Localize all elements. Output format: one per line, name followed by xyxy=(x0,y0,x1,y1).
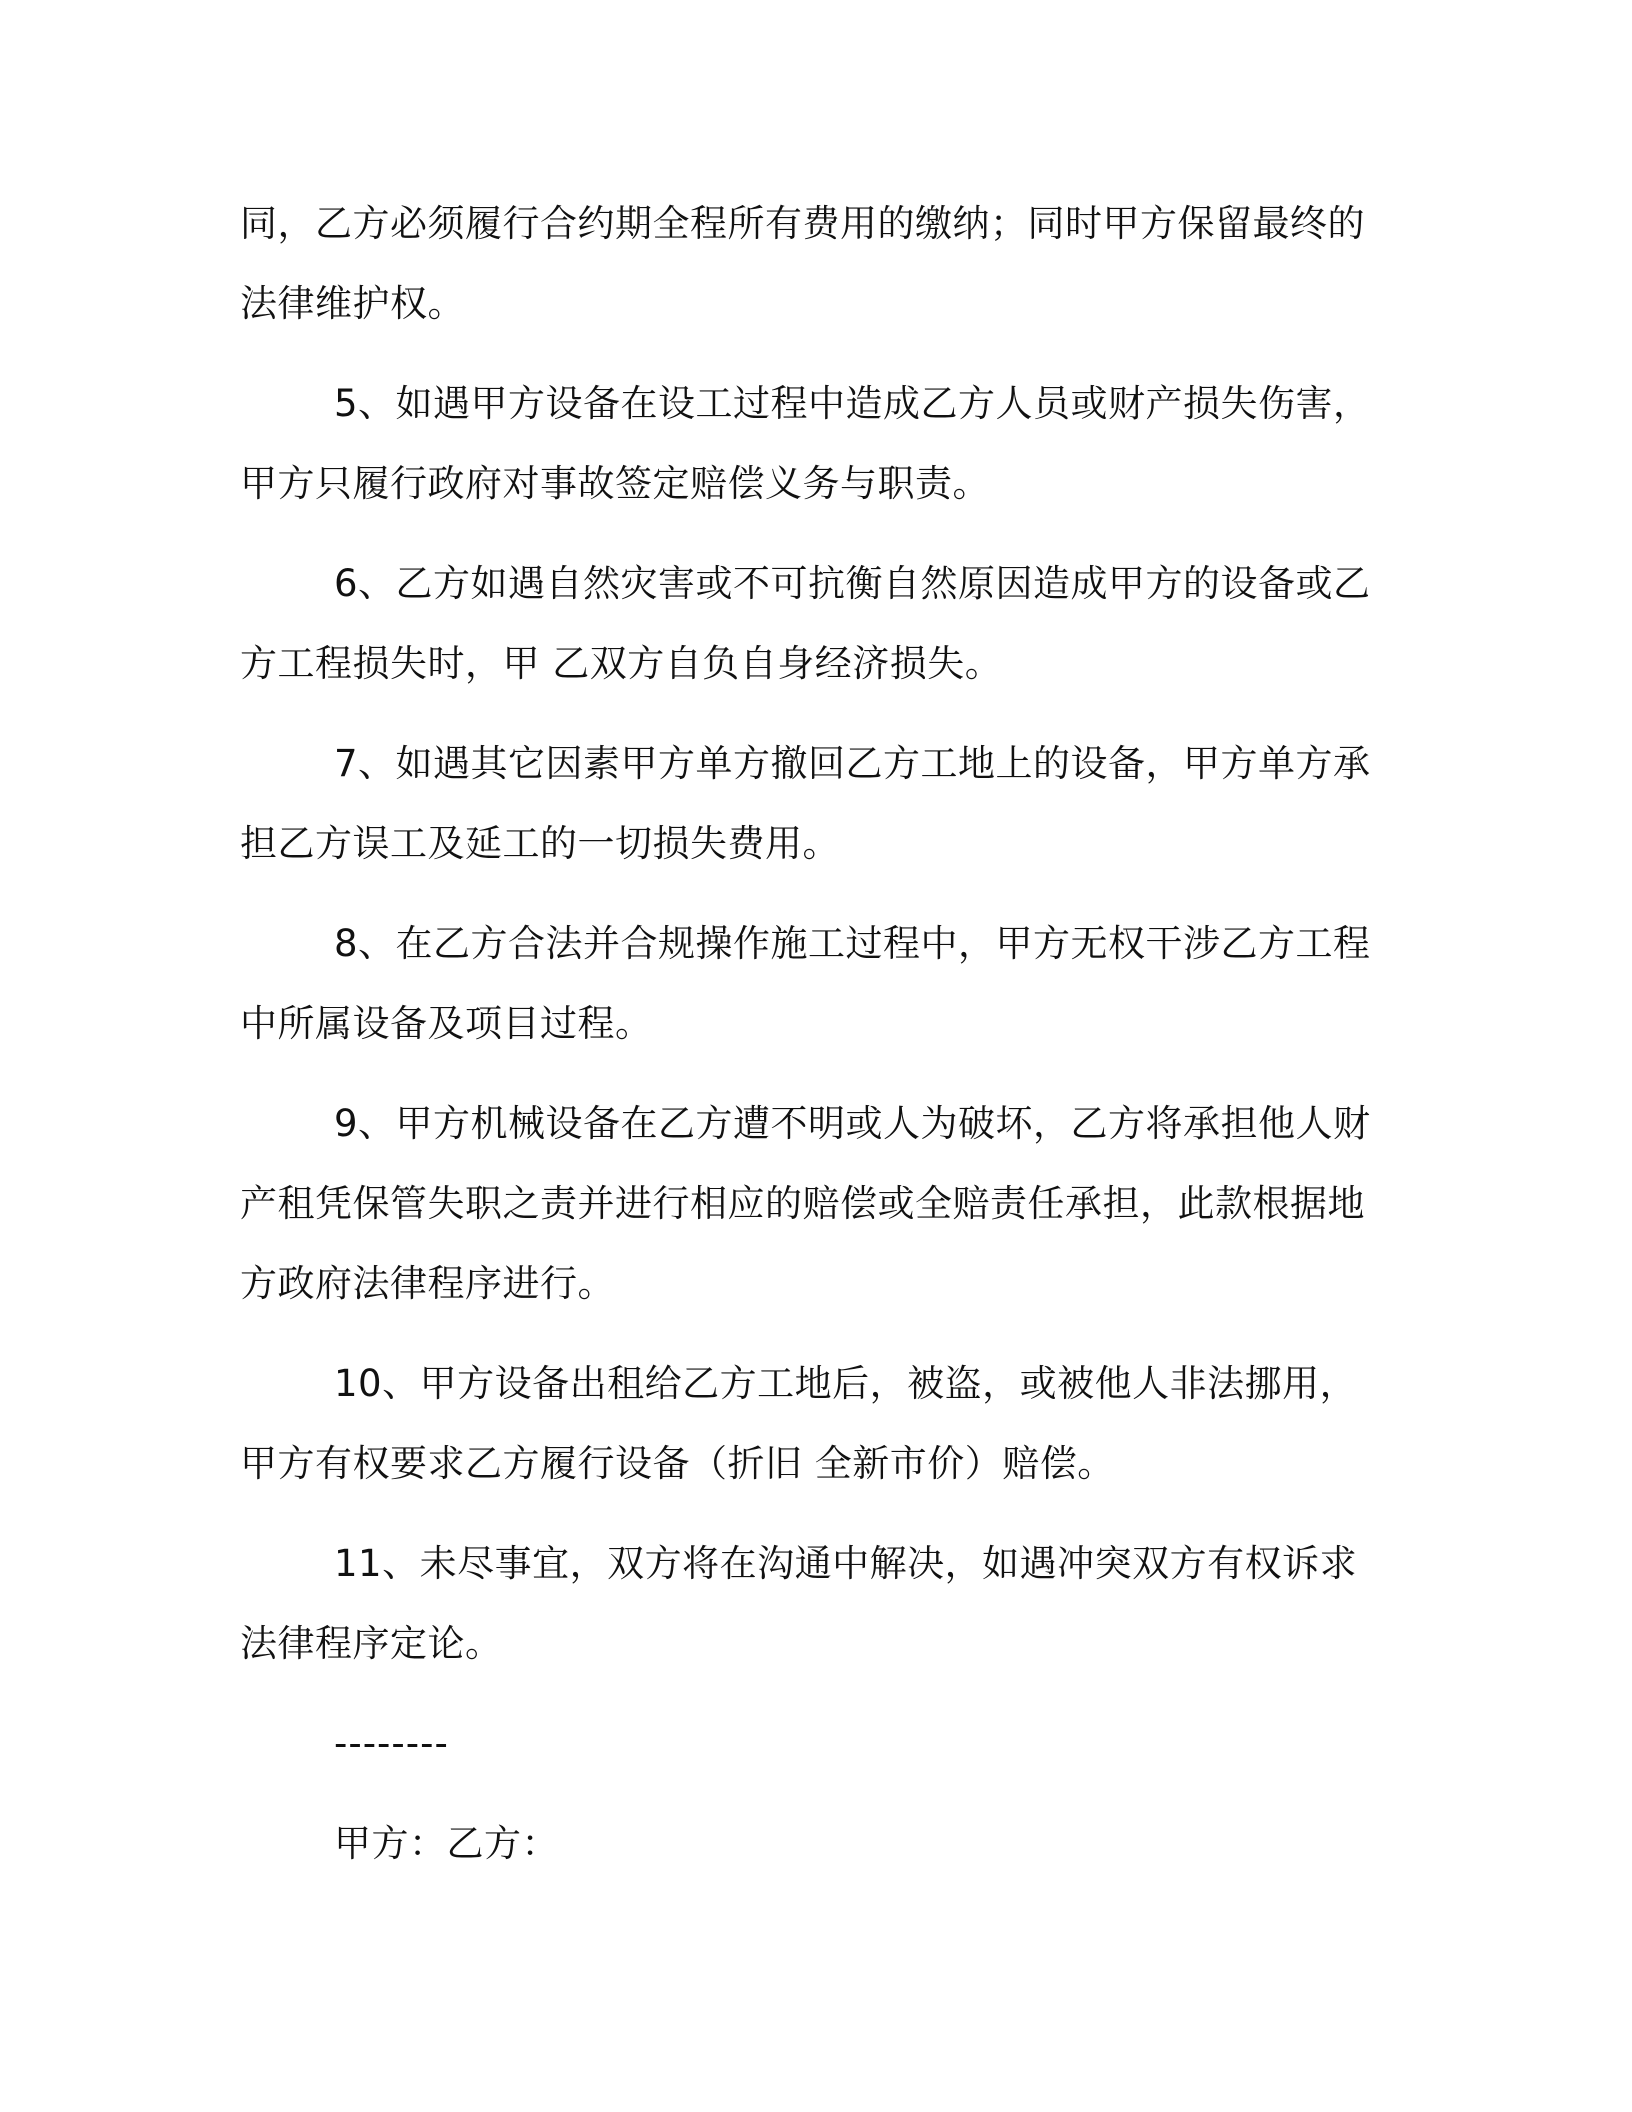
separator-line: -------- xyxy=(334,1722,449,1765)
clause-8: 8、在乙方合法并合规操作施工过程中，甲方无权干涉乙方工程中所属设备及项目过程。 xyxy=(240,922,1371,1045)
clause-11: 11、未尽事宜，双方将在沟通中解决，如遇冲突双方有权诉求法律程序定论。 xyxy=(240,1542,1358,1665)
document-page xyxy=(240,184,1380,1884)
clause-9: 9、甲方机械设备在乙方遭不明或人为破坏，乙方将承担他人财产租凭保管失职之责并进行相应的赔偿或全赔责任承担，此款根据地方政府法律程序进行。 xyxy=(240,1102,1371,1305)
clause-6: 6、乙方如遇自然灾害或不可抗衡自然原因造成甲方的设备或乙方工程损失时，甲 乙双方自负自身经济损失。 xyxy=(240,562,1371,685)
signature-line: 甲方：乙方： xyxy=(334,1822,559,1865)
clause-7: 7、如遇其它因素甲方单方撤回乙方工地上的设备，甲方单方承担乙方误工及延工的一切损失费用。 xyxy=(240,742,1371,865)
clause-5: 5、如遇甲方设备在设工过程中造成乙方人员或财产损失伤害，甲方只履行政府对事故签定赔偿义务与职责。 xyxy=(240,382,1371,505)
paragraph-continuation: 同，乙方必须履行合约期全程所有费用的缴纳；同时甲方保留最终的法律维护权。 xyxy=(240,202,1365,325)
clause-10: 10、甲方设备出租给乙方工地后，被盗，或被他人非法挪用，甲方有权要求乙方履行设备（折旧 全新市价）赔偿。 xyxy=(240,1362,1358,1485)
